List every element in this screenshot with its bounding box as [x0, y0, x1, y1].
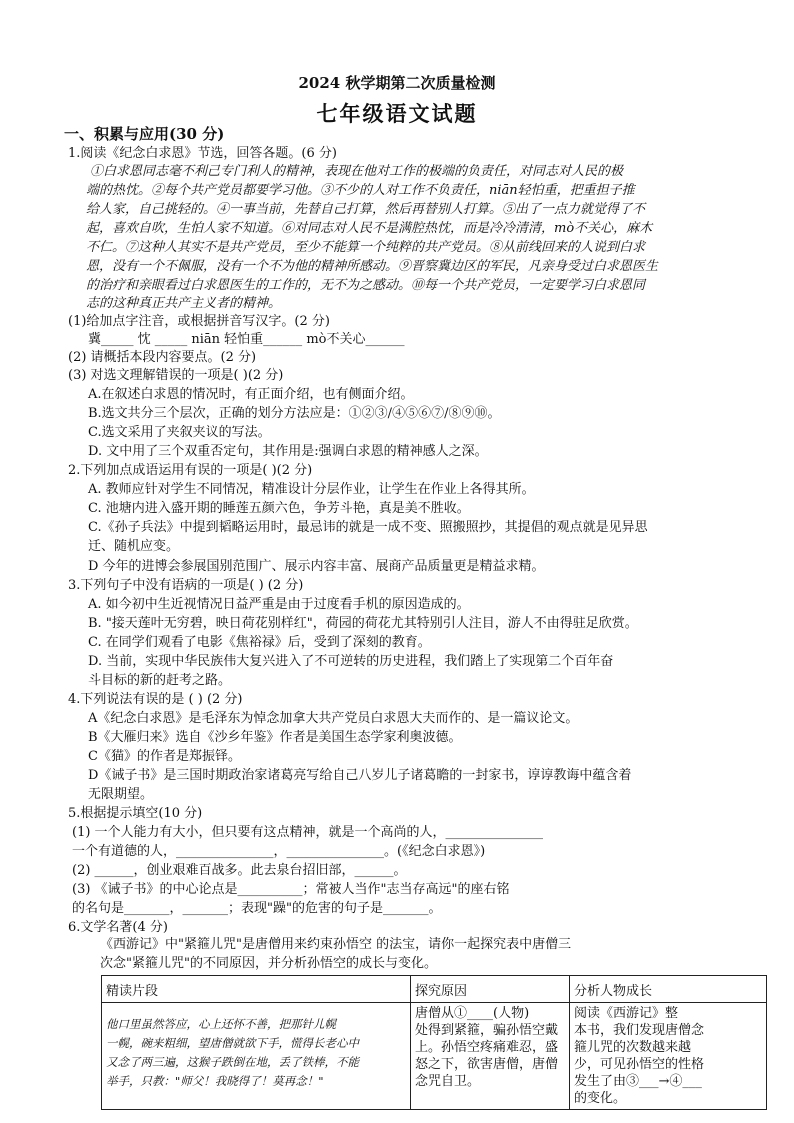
- q4-option: 无限期望。: [88, 787, 154, 802]
- q3-option: 斗目标的新的赶考之路。: [88, 673, 232, 688]
- q1-sub2: (2) 请概括本段内容要点。(2 分): [68, 350, 257, 365]
- q6-stem: 6.文学名著(4 分): [68, 920, 168, 935]
- q4-stem: 4.下列说法有误的是 ( ) (2 分): [68, 692, 243, 707]
- q1-passage-line: 给人家，自己挑轻的。④一事当前，先替自己打算，然后再替别人打算。⑤出了一点力就觉得了不: [86, 202, 646, 217]
- q6-intro-line: 次念"紧箍儿咒"的不同原因，并分析孙悟空的成长与变化。: [100, 956, 437, 971]
- q1-sub3: (3) 对选文理解错误的一项是( )(2 分): [68, 368, 284, 383]
- q5-line: (2) ______，创业艰难百战多。此去泉台招旧部，______。: [72, 863, 407, 878]
- q1-option: B.选文共分三个层次，正确的划分方法应是：①②③/④⑤⑥⑦/⑧⑨⑩。: [88, 406, 501, 421]
- exam-subtitle: 七年级语文试题: [316, 101, 478, 126]
- q5-line: 一个有道德的人，_______________，_______________。(《纪念白求恩》): [72, 844, 486, 859]
- q4-option: D《诫子书》是三国时期政治家诸葛亮写给自己八岁儿子诸葛瞻的一封家书，谆谆教诲中蕴含着: [88, 768, 632, 783]
- q3-option: A. 如今初中生近视情况日益严重是由于过度看手机的原因造成的。: [88, 597, 470, 612]
- q5-line: 的名句是_______，_______；表现"躁"的危害的句子是_______。: [72, 901, 442, 916]
- table-header: 精读片段: [102, 976, 411, 1003]
- q6-intro-line: 《西游记》中"紧箍儿咒"是唐僧用来约束孙悟空 的法宝，请你一起探究表中唐僧三: [100, 937, 572, 952]
- q2-stem: 2.下列加点成语运用有误的一项是( )(2 分): [68, 463, 313, 478]
- q1-passage-line: 志的这种真正共产主义者的精神。: [86, 296, 282, 311]
- reading-table: [101, 975, 767, 1110]
- q2-option: 迁、随机应变。: [88, 539, 180, 554]
- table-header: 探究原因: [411, 976, 570, 1003]
- q1-option: A.在叙述白求恩的情况时，有正面介绍，也有侧面介绍。: [88, 387, 414, 402]
- growth-cell: 阅读《西游记》整 本书，我们发现唐僧念 箍儿咒的次数越来越 少，可见孙悟空的性格 发生了由③___→④___ 的变化。: [570, 1003, 767, 1110]
- q1-option: C.选文采用了夹叙夹议的写法。: [88, 425, 271, 440]
- q2-option: C.《孙子兵法》中提到韬略运用时，最忌讳的就是一成不变、照搬照抄，其提倡的观点就是见异思: [88, 520, 648, 535]
- q1-passage-line: 端的热忱。②每个共产党员都要学习他。③不少的人对工作不负责任，niān轻怕重，把重担子推: [86, 183, 635, 198]
- q1-passage-line: 恩，没有一个不佩服，没有一个不为他的精神所感动。⑨晋察冀边区的军民，凡亲身受过白求恩医生: [86, 259, 659, 274]
- q3-option: D. 当前，实现中华民族伟大复兴进入了不可逆转的历史进程，我们踏上了实现第二个百年奋: [88, 654, 614, 669]
- q1-stem: 1.阅读《纪念白求恩》节选，回答各题。(6 分): [68, 146, 337, 161]
- exam-title: 2024 秋学期第二次质量检测: [298, 74, 496, 92]
- q1-passage-line: 不仁。⑦这种人其实不是共产党员，至少不能算一个纯粹的共产党员。⑧从前线回来的人说到白求: [86, 240, 646, 255]
- q4-option: A《纪念白求恩》是毛泽东为悼念加拿大共产党员白求恩大夫而作的、是一篇议论文。: [88, 711, 579, 726]
- q5-line: (3) 《诫子书》的中心论点是__________；常被人当作"志当存高远"的座右铭: [72, 882, 510, 897]
- reason-cell: 唐僧从①____(人物) 处得到紧箍，骗孙悟空戴 上。孙悟空疼痛难忍，盛 怒之下，欲害唐僧，唐僧 念咒自卫。: [411, 1003, 570, 1110]
- q4-option: B《大雁归来》选自《沙乡年鉴》作者是美国生态学家利奥波德。: [88, 730, 462, 745]
- q4-option: C《猫》的作者是郑振铎。: [88, 749, 241, 764]
- q1-sub1-fill: 冀_____ 忱 _____ niān 轻怕重______ mò不关心______: [88, 332, 405, 347]
- q5-stem: 5.根据提示填空(10 分): [68, 806, 203, 821]
- table-header: 分析人物成长: [570, 976, 767, 1003]
- q2-option: A. 教师应针对学生不同情况，精准设计分层作业，让学生在作业上各得其所。: [88, 482, 535, 497]
- q3-option: B. "接天莲叶无穷碧，映日荷花别样红"，荷园的荷花尤其特别引人注目，游人不由得驻足欣赏。: [88, 616, 638, 631]
- q1-passage-line: 的治疗和亲眼看过白求恩医生的工作的，无不为之感动。⑩每一个共产党员，一定要学习白求恩同: [86, 278, 646, 293]
- excerpt-cell: 他口里虽然答应，心上还怀不善，把那针儿幌 一幌，碗来粗细，望唐僧就欲下手，慌得长老心中 又念了两三遍，这猴子跌倒在地，丢了铁棒，不能 举手，只教："师父！我晓得了！莫再念！": [102, 1003, 411, 1110]
- q1-passage-line: ①白求恩同志毫不利己专门利人的精神，表现在他对工作的极端的负责任，对同志对人民的极: [90, 164, 624, 179]
- q3-option: C. 在同学们观看了电影《焦裕禄》后，受到了深刻的教育。: [88, 635, 431, 650]
- q2-option: D 今年的进博会参展国别范围广、展示内容丰富、展商产品质量更是精益求精。: [88, 559, 545, 574]
- section-heading: 一、积累与应用(30 分): [64, 125, 225, 143]
- q1-sub1: (1)给加点字注音，或根据拼音写汉字。(2 分): [68, 314, 330, 329]
- q1-passage-line: 起，喜欢自吹，生怕人家不知道。⑥对同志对人民不是满腔热忱，而是冷冷清清，mò不关心，麻木: [86, 221, 653, 236]
- q3-stem: 3.下列句子中没有语病的一项是( ) (2 分): [68, 578, 304, 593]
- q1-option: D. 文中用了三个双重否定句，其作用是:强调白求恩的精神感人之深。: [88, 444, 488, 459]
- q2-option: C. 池塘内进入盛开期的睡莲五颜六色，争芳斗艳，真是美不胜收。: [88, 501, 470, 516]
- q5-line: (1) 一个人能力有大小，但只要有这点精神，就是一个高尚的人，_______________: [72, 825, 544, 840]
